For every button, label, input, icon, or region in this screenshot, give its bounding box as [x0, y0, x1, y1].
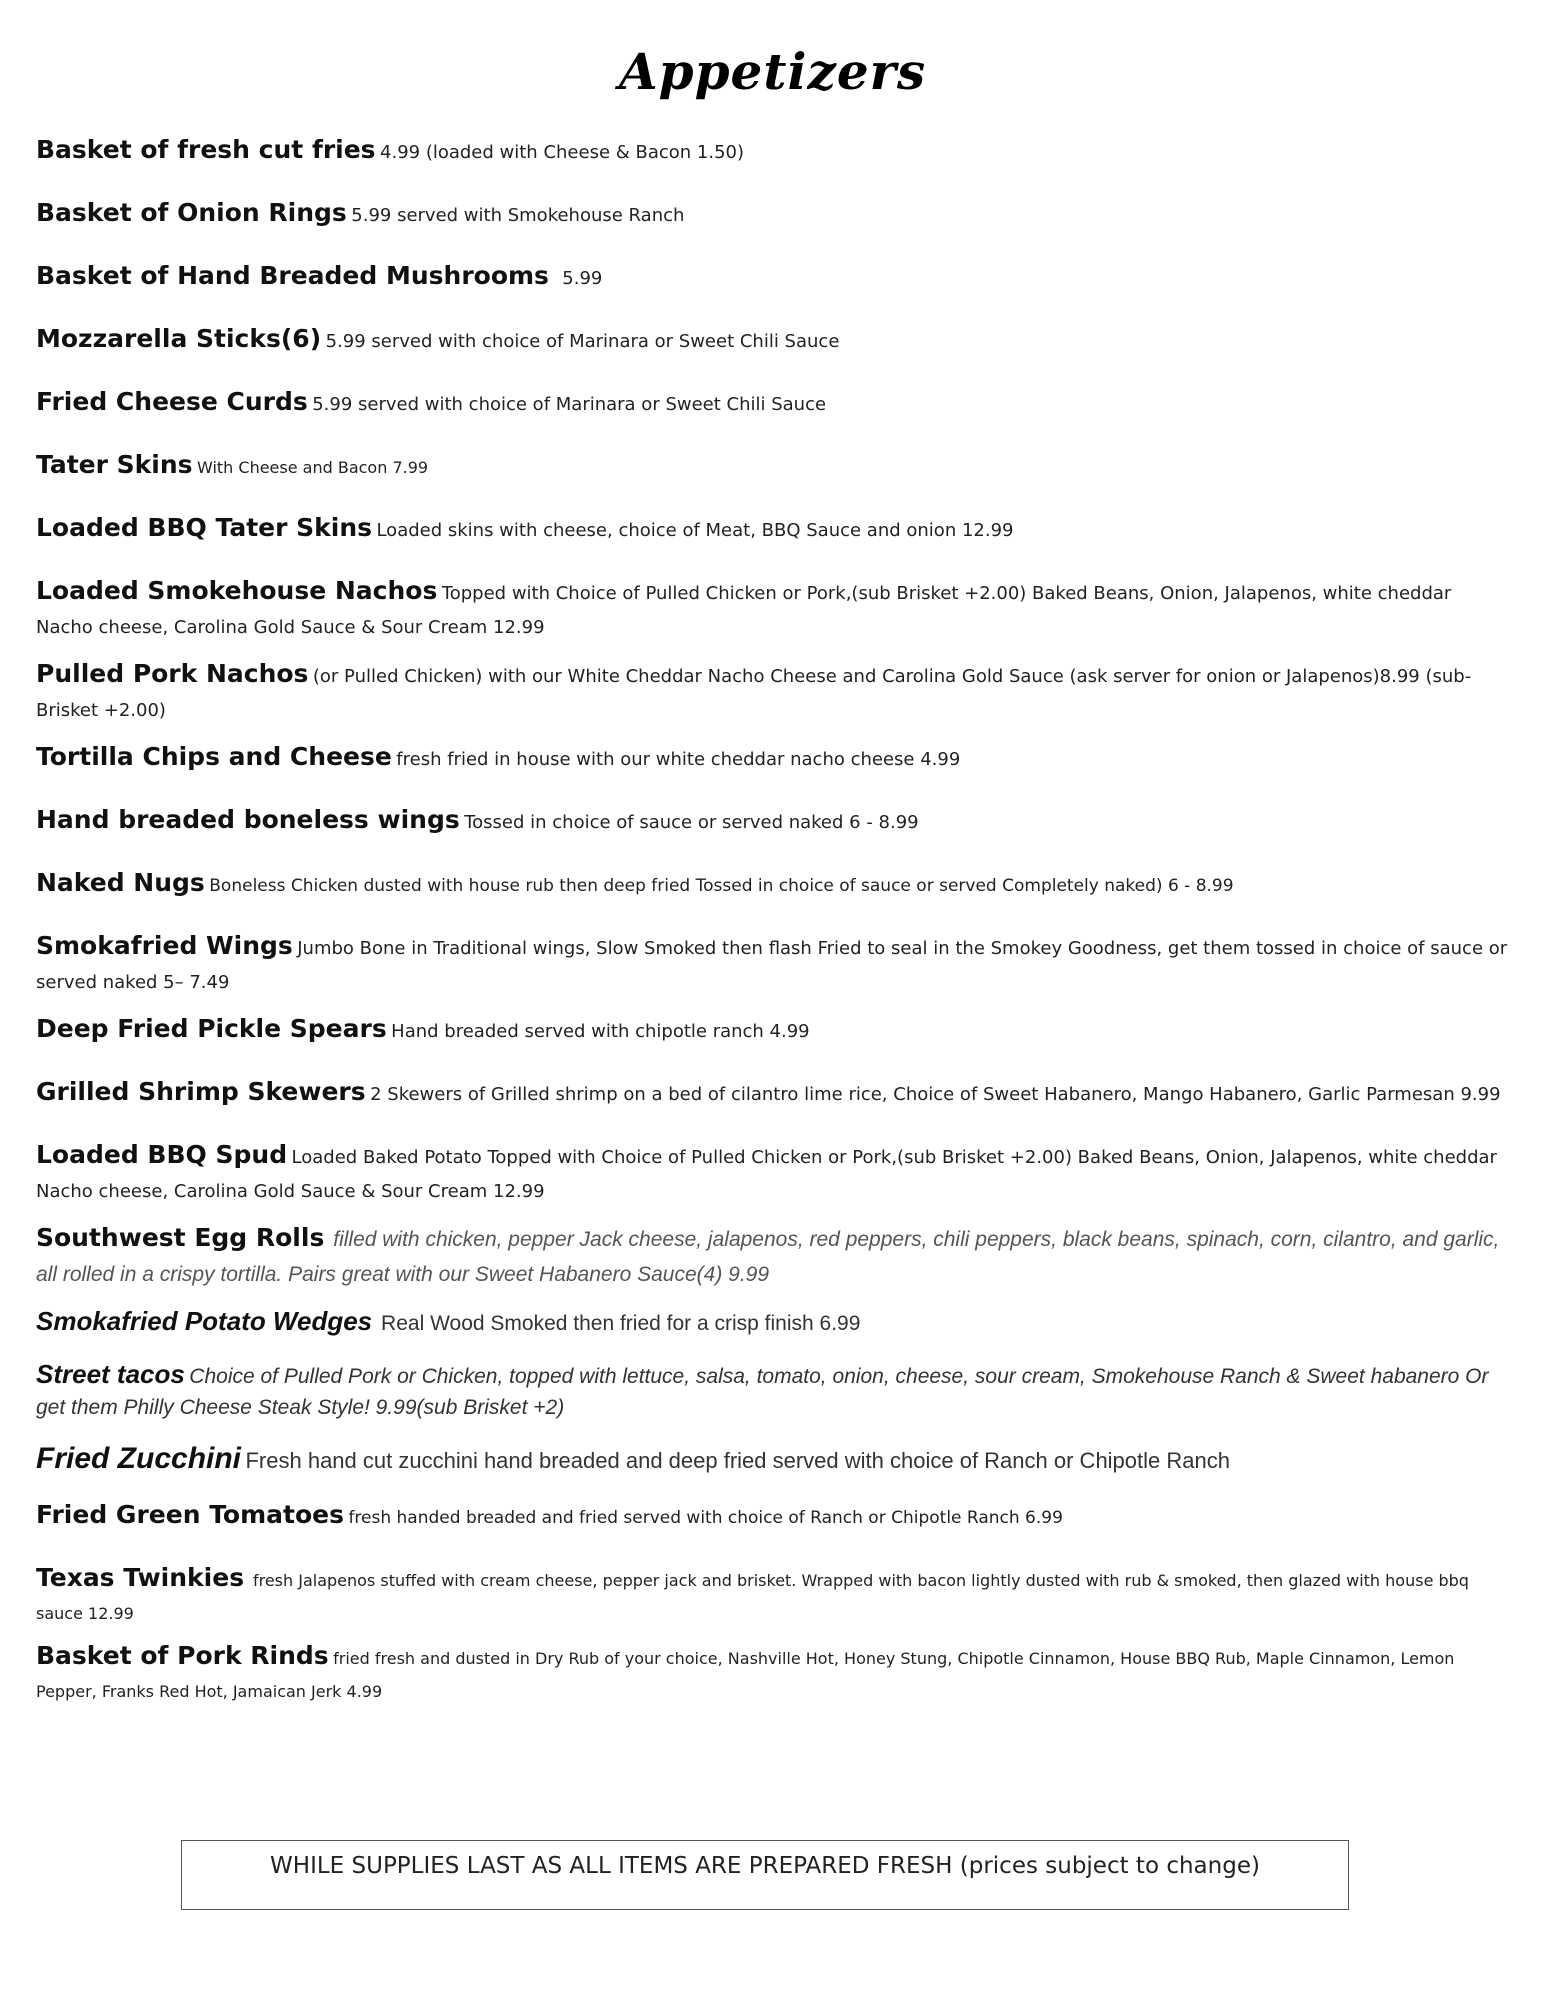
menu-item — [36, 448, 1511, 485]
item-description: Topped with Choice of Pulled Chicken or Pork,(sub Brisket +2.00) Baked Beans, Onion, Jalapenos, white cheddar Nacho cheese, Carolina Gold Sauce & Sour Cream 12.99 — [36, 583, 1452, 638]
menu-item — [36, 1221, 1511, 1293]
item-description: 5.99 served with choice of Marinara or Sweet Chili Sauce — [325, 331, 840, 352]
menu-item — [36, 803, 1511, 840]
item-description: Boneless Chicken dusted with house rub then deep fried Tossed in choice of sauce or served Completely naked) 6 - 8.99 — [209, 876, 1234, 896]
item-description: 2 Skewers of Grilled shrimp on a bed of cilantro lime rice, Choice of Sweet Habanero, Mango Habanero, Garlic Parmesan 9.99 — [370, 1084, 1501, 1105]
menu-item — [36, 1561, 1511, 1631]
menu-item — [36, 574, 1511, 645]
menu-item — [36, 1012, 1511, 1049]
menu-item — [36, 1639, 1511, 1709]
item-name: Loaded Smokehouse Nachos — [36, 576, 438, 605]
item-description: 5.99 — [562, 268, 603, 289]
item-name: Tortilla Chips and Cheese — [36, 742, 392, 771]
menu-item — [36, 133, 1511, 170]
page-title: Appetizers — [618, 42, 927, 101]
item-name: Loaded BBQ Spud — [36, 1140, 288, 1169]
item-name: Tater Skins — [36, 450, 193, 479]
item-name: Fried Cheese Curds — [36, 387, 308, 416]
menu-item — [36, 740, 1511, 777]
item-name: Mozzarella Sticks(6) — [36, 324, 322, 353]
item-name: Grilled Shrimp Skewers — [36, 1077, 366, 1106]
notice-box: WHILE SUPPLIES LAST AS ALL ITEMS ARE PREPARED FRESH (prices subject to change) — [181, 1840, 1349, 1910]
item-name: Basket of fresh cut fries — [36, 135, 376, 164]
item-description: Loaded Baked Potato Topped with Choice of Pulled Chicken or Pork,(sub Brisket +2.00) Baked Beans, Onion, Jalapenos, white cheddar Nacho cheese, Carolina Gold Sauce & Sour Cream 12.99 — [36, 1147, 1497, 1202]
item-description: 4.99 (loaded with Cheese & Bacon 1.50) — [380, 142, 745, 163]
menu-item — [36, 1075, 1511, 1112]
item-description: filled with chicken, pepper Jack cheese, jalapenos, red peppers, chili peppers, black beans, spinach, corn, cilantro, and garlic, all rolled in a crispy tortilla. Pairs great with our Sweet Habanero Sauce(4) 9.99 — [36, 1228, 1500, 1286]
menu-item — [36, 1360, 1511, 1424]
item-description: 5.99 served with Smokehouse Ranch — [351, 205, 685, 226]
item-description: With Cheese and Bacon 7.99 — [196, 458, 429, 477]
item-name: Fried Green Tomatoes — [36, 1500, 344, 1529]
item-name: Street tacos — [36, 1359, 185, 1389]
menu-item — [36, 657, 1511, 728]
item-name: Loaded BBQ Tater Skins — [36, 513, 373, 542]
item-description: fresh fried in house with our white cheddar nacho cheese 4.99 — [396, 749, 961, 770]
menu-item — [36, 1498, 1511, 1535]
item-name: Basket of Pork Rinds — [36, 1641, 329, 1670]
item-name: Deep Fried Pickle Spears — [36, 1014, 387, 1043]
item-name: Pulled Pork Nachos — [36, 659, 309, 688]
menu-item — [36, 259, 1511, 296]
menu-item — [36, 866, 1511, 903]
item-name: Basket of Hand Breaded Mushrooms — [36, 261, 549, 290]
item-description: Choice of Pulled Pork or Chicken, topped with lettuce, salsa, tomato, onion, cheese, sour cream, Smokehouse Ranch & Sweet habanero Or get them Philly Cheese Steak Style! 9.99 — [36, 1365, 1489, 1419]
menu-item — [36, 1138, 1511, 1209]
item-description: fresh Jalapenos stuffed with cream cheese, pepper jack and brisket. Wrapped with bacon lightly dusted with rub & smoked, then glazed with house bbq sauce 12.99 — [36, 1571, 1469, 1623]
item-name: Smokafried Potato Wedges — [36, 1306, 373, 1336]
item-name: Fried Zucchini — [36, 1442, 242, 1475]
item-description: fried fresh and dusted in Dry Rub of your choice, Nashville Hot, Honey Stung, Chipotle Cinnamon, House BBQ Rub, Maple Cinnamon, Lemon Pepper, Franks Red Hot, Jamaican Jerk 4.99 — [36, 1649, 1455, 1701]
item-description: Tossed in choice of sauce or served naked 6 - 8.99 — [464, 812, 919, 833]
item-name: Naked Nugs — [36, 868, 205, 897]
item-description: Hand breaded served with chipotle ranch 4.99 — [391, 1021, 810, 1042]
menu-item — [36, 929, 1511, 1000]
item-description: fresh handed breaded and fried served with choice of Ranch or Chipotle Ranch 6.99 — [348, 1508, 1063, 1528]
item-name: Texas Twinkies — [36, 1563, 245, 1592]
item-description: Loaded skins with cheese, choice of Meat, BBQ Sauce and onion 12.99 — [376, 520, 1014, 541]
item-name: Hand breaded boneless wings — [36, 805, 460, 834]
menu-item — [36, 196, 1511, 233]
menu-item — [36, 511, 1511, 548]
menu-item — [36, 1305, 1511, 1342]
item-description: (or Pulled Chicken) with our White Cheddar Nacho Cheese and Carolina Gold Sauce (ask server for onion or Jalapenos)8.99 (sub-Brisket +2.00) — [36, 666, 1472, 721]
item-description: Jumbo Bone in Traditional wings, Slow Smoked then flash Fried to seal in the Smokey Goodness, get them tossed in choice of sauce or served naked 5– 7.49 — [36, 938, 1508, 993]
item-description: Real Wood Smoked then fried for a crisp finish 6.99 — [381, 1312, 861, 1335]
item-description: 5.99 served with choice of Marinara or Sweet Chili Sauce — [312, 394, 827, 415]
item-note: (sub Brisket +2) — [416, 1396, 565, 1419]
menu-item — [36, 1442, 1511, 1480]
item-description: Fresh hand cut zucchini hand breaded and deep fried served with choice of Ranch or Chipotle Ranch — [245, 1448, 1230, 1473]
item-name: Southwest Egg Rolls — [36, 1223, 325, 1252]
menu-item — [36, 385, 1511, 422]
menu-item — [36, 322, 1511, 359]
item-name: Smokafried Wings — [36, 931, 293, 960]
appetizer-menu — [36, 133, 1511, 1717]
item-name: Basket of Onion Rings — [36, 198, 347, 227]
